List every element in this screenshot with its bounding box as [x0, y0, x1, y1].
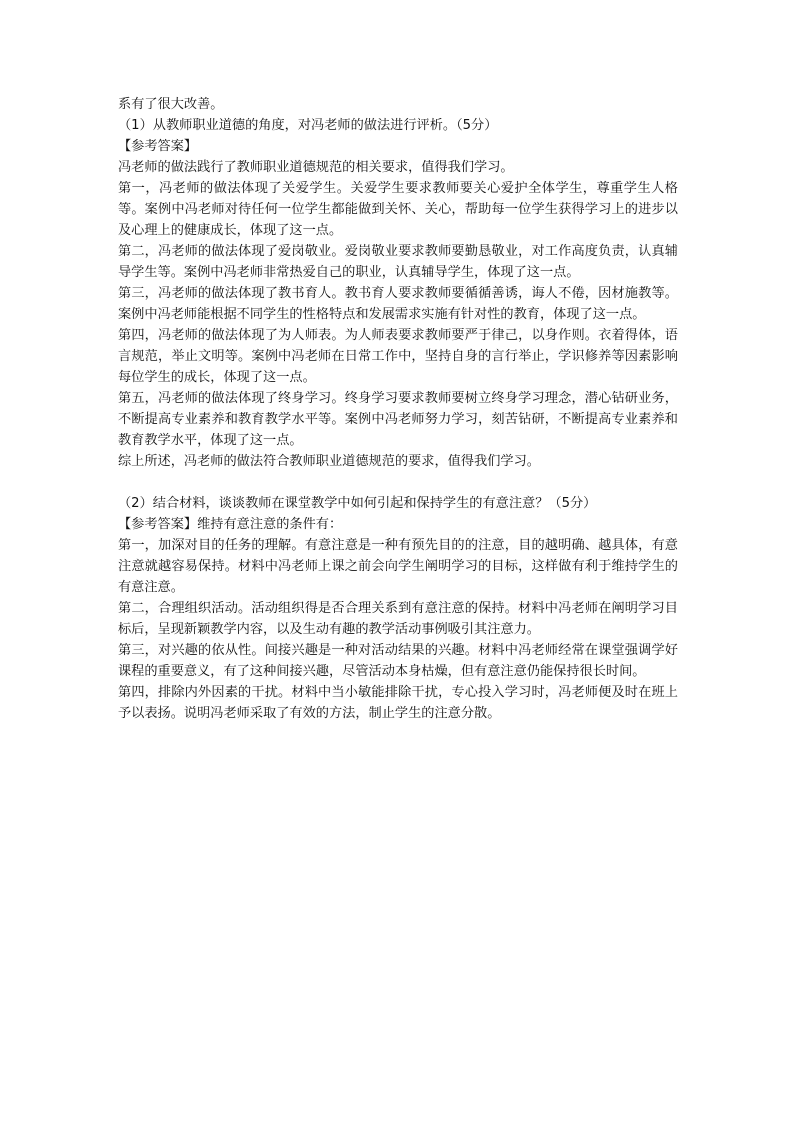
question-1: （1）从教师职业道德的角度，对冯老师的做法进行评析。（5分）	[118, 118, 498, 133]
answer-2-point-2: 第二，合理组织活动。活动组织得是否合理关系到有意注意的保持。材料中冯老师在阐明学习目标后，呈现新颖教学内容，以及生动有趣的教学活动事例吸引其注意力。	[118, 601, 678, 637]
answer-1-point-5: 第五，冯老师的做法体现了终身学习。终身学习要求教师要树立终身学习理念，潜心钻研业务，不断提高专业素养和教育教学水平等。案例中冯老师努力学习，刻苦钻研，不断提高专业素养和教育教学水平，体现了这一点。	[118, 391, 678, 448]
intro-line: 系有了很大改善。	[118, 97, 224, 112]
answer-1-conclusion: 综上所述，冯老师的做法符合教师职业道德规范的要求，值得我们学习。	[118, 454, 540, 469]
answer-2-point-1: 第一，加深对目的任务的理解。有意注意是一种有预先目的的注意，目的越明确、越具体，有意注意就越容易保持。材料中冯老师上课之前会向学生阐明学习的目标，这样做有利于维持学生的有意注意。	[118, 538, 678, 595]
answer-1-point-1: 第一，冯老师的做法体现了关爱学生。关爱学生要求教师要关心爱护全体学生，尊重学生人格等。案例中冯老师对待任何一位学生都能做到关怀、关心，帮助每一位学生获得学习上的进步以及心理上的健康成长，体现了这一点。	[118, 181, 678, 238]
answer-label-1: 【参考答案】	[118, 139, 198, 154]
answer-1-point-3: 第三，冯老师的做法体现了教书育人。教书育人要求教师要循循善诱，诲人不倦，因材施教等。案例中冯老师能根据不同学生的性格特点和发展需求实施有针对性的教育，体现了这一点。	[118, 286, 678, 322]
answer-2-point-4: 第四，排除内外因素的干扰。材料中当小敏能排除干扰，专心投入学习时，冯老师便及时在班上予以表扬。说明冯老师采取了有效的方法，制止学生的注意分散。	[118, 685, 678, 721]
question-2: （2）结合材料，谈谈教师在课堂教学中如何引起和保持学生的有意注意？（5分）	[118, 496, 597, 511]
answer-1-summary: 冯老师的做法践行了教师职业道德规范的相关要求，值得我们学习。	[118, 160, 514, 175]
document-page	[118, 94, 678, 724]
answer-2-point-3: 第三，对兴趣的依从性。间接兴趣是一种对活动结果的兴趣。材料中冯老师经常在课堂强调学好课程的重要意义，有了这种间接兴趣，尽管活动本身枯燥，但有意注意仍能保持很长时间。	[118, 643, 678, 679]
answer-label-2: 【参考答案】维持有意注意的条件有：	[118, 517, 343, 532]
answer-1-point-4: 第四，冯老师的做法体现了为人师表。为人师表要求教师要严于律己，以身作则。衣着得体，语言规范，举止文明等。案例中冯老师在日常工作中，坚持自身的言行举止，学识修养等因素影响每位学生的成长，体现了这一点。	[118, 328, 678, 385]
paragraph-spacer	[118, 472, 678, 493]
answer-1-point-2: 第二，冯老师的做法体现了爱岗敬业。爱岗敬业要求教师要勤恳敬业，对工作高度负责，认真辅导学生等。案例中冯老师非常热爱自己的职业，认真辅导学生，体现了这一点。	[118, 244, 678, 280]
